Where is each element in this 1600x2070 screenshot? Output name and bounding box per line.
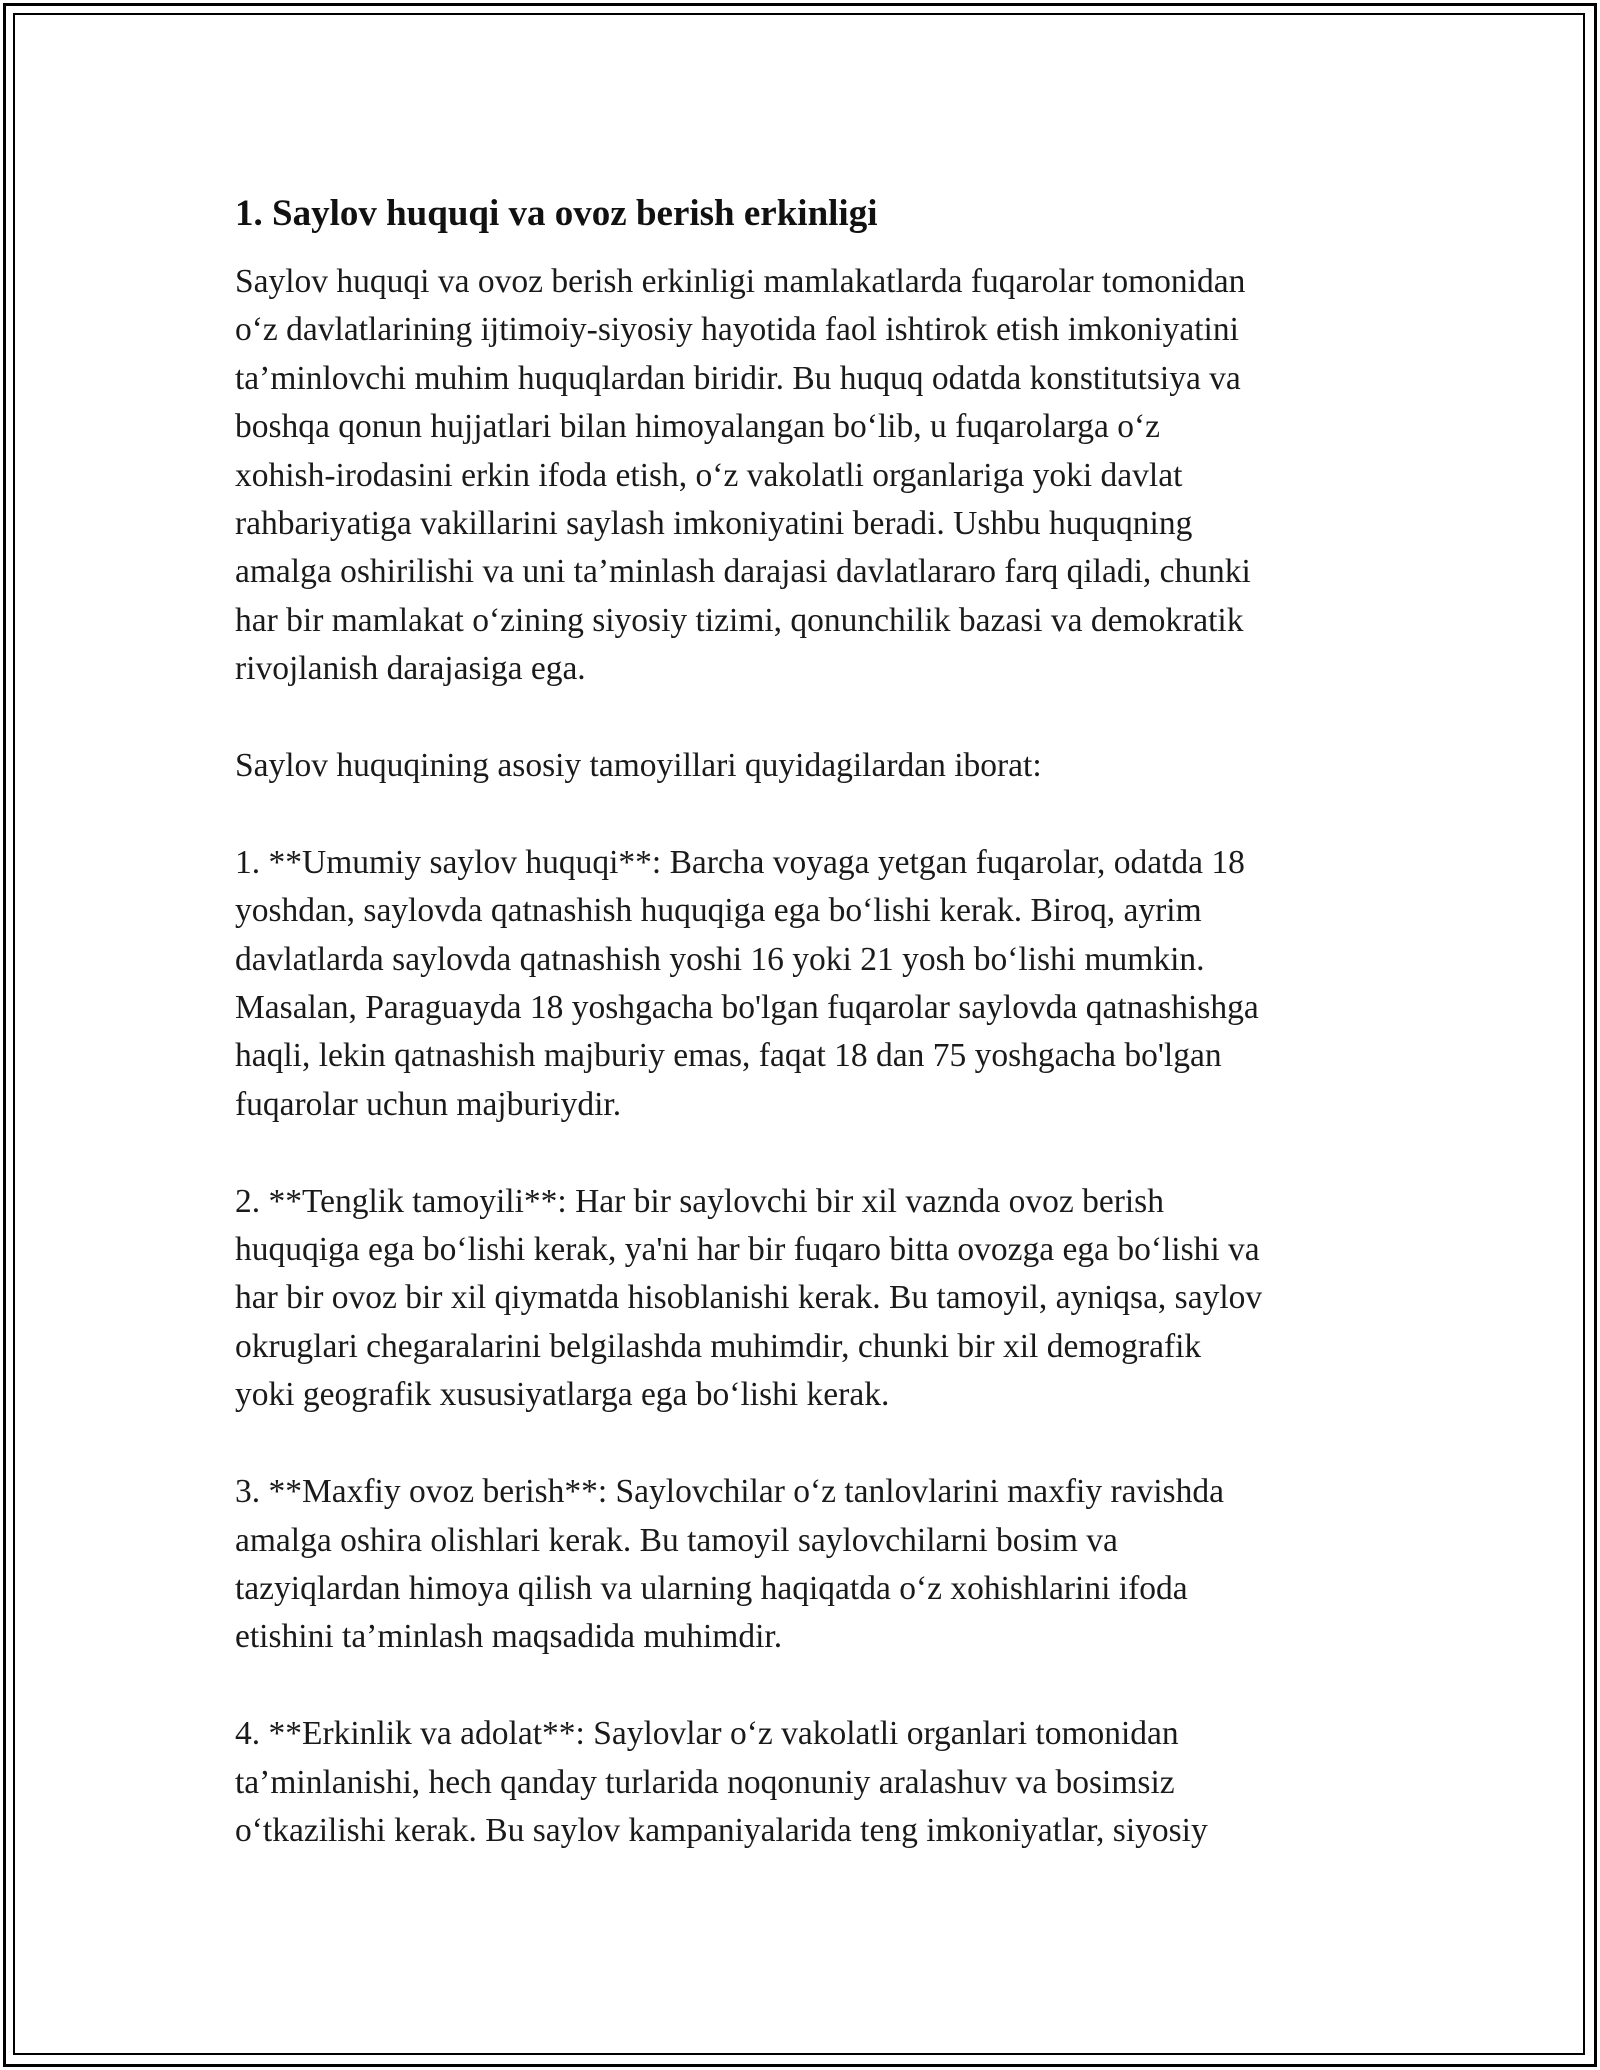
principle-freedom-fairness: 4. **Erkinlik va adolat**: Saylovlar o‘z vakolatli organlari tomonidan ta’minlanishi, hech qanday turlarida noqonuniy aralashuv va bosimsiz o‘tkazilishi kerak. Bu saylov kampaniyalarida teng imkoniyatlar, siyosiy: [235, 1715, 1208, 1849]
principle-equality: 2. **Tenglik tamoyili**: Har bir saylovchi bir xil vaznda ovoz berish huquqiga ega bo‘lishi kerak, ya'ni har bir fuqaro bitta ovozga ega bo‘lishi va har bir ovoz bir xil qiymatda hisoblanishi kerak. Bu tamoyil, ayniqsa, saylov okruglari chegaralarini belgilashda muhimdir, chunki bir xil demografik yoki geografik xususiyatlarga ega bo‘lishi kerak.: [235, 1182, 1263, 1414]
section-heading: 1. Saylov huquqi va ovoz berish erkinligi: [235, 193, 878, 234]
document-body: [235, 190, 1385, 1855]
principle-secret-ballot: 3. **Maxfiy ovoz berish**: Saylovchilar o‘z tanlovlarini maxfiy ravishda amalga oshira olishlari kerak. Bu tamoyil saylovchilarni bosim va tazyiqlardan himoya qilish va ularning haqiqatda o‘z xohishlarini ifoda etishini ta’minlash maqsadida muhimdir.: [235, 1473, 1224, 1656]
intro-paragraph: Saylov huquqi va ovoz berish erkinligi mamlakatlarda fuqarolar tomonidan o‘z davlatlarining ijtimoiy-siyosiy hayotida faol ishtirok etish imkoniyatini ta’minlovchi muhim huquqlardan biridir. Bu huquq odatda konstitutsiya va boshqa qonun hujjatlari bilan himoyalangan bo‘lib, u fuqarolarga o‘z xohish-irodasini erkin ifoda etish, o‘z vakolatli organlariga yoki davlat rahbariyatiga vakillarini saylash imkoniyatini beradi. Ushbu huquqning amalga oshirilishi va uni ta’minlash darajasi davlatlararo farq qiladi, chunki har bir mamlakat o‘zining siyosiy tizimi, qonunchilik bazasi va demokratik rivojlanish darajasiga ega.: [235, 263, 1251, 688]
principles-intro-paragraph: Saylov huquqining asosiy tamoyillari quyidagilardan iborat:: [235, 747, 1042, 785]
principle-universal-suffrage: 1. **Umumiy saylov huquqi**: Barcha voyaga yetgan fuqarolar, odatda 18 yoshdan, saylovda qatnashish huquqiga ega bo‘lishi kerak. Biroq, ayrim davlatlarda saylovda qatnashish yoshi 16 yoki 21 yosh bo‘lishi mumkin. Masalan, Paraguayda 18 yoshgacha bo'lgan fuqarolar saylovda qatnashishga haqli, lekin qatnashish majburiy emas, faqat 18 dan 75 yoshgacha bo'lgan fuqarolar uchun majburiydir.: [235, 843, 1259, 1123]
